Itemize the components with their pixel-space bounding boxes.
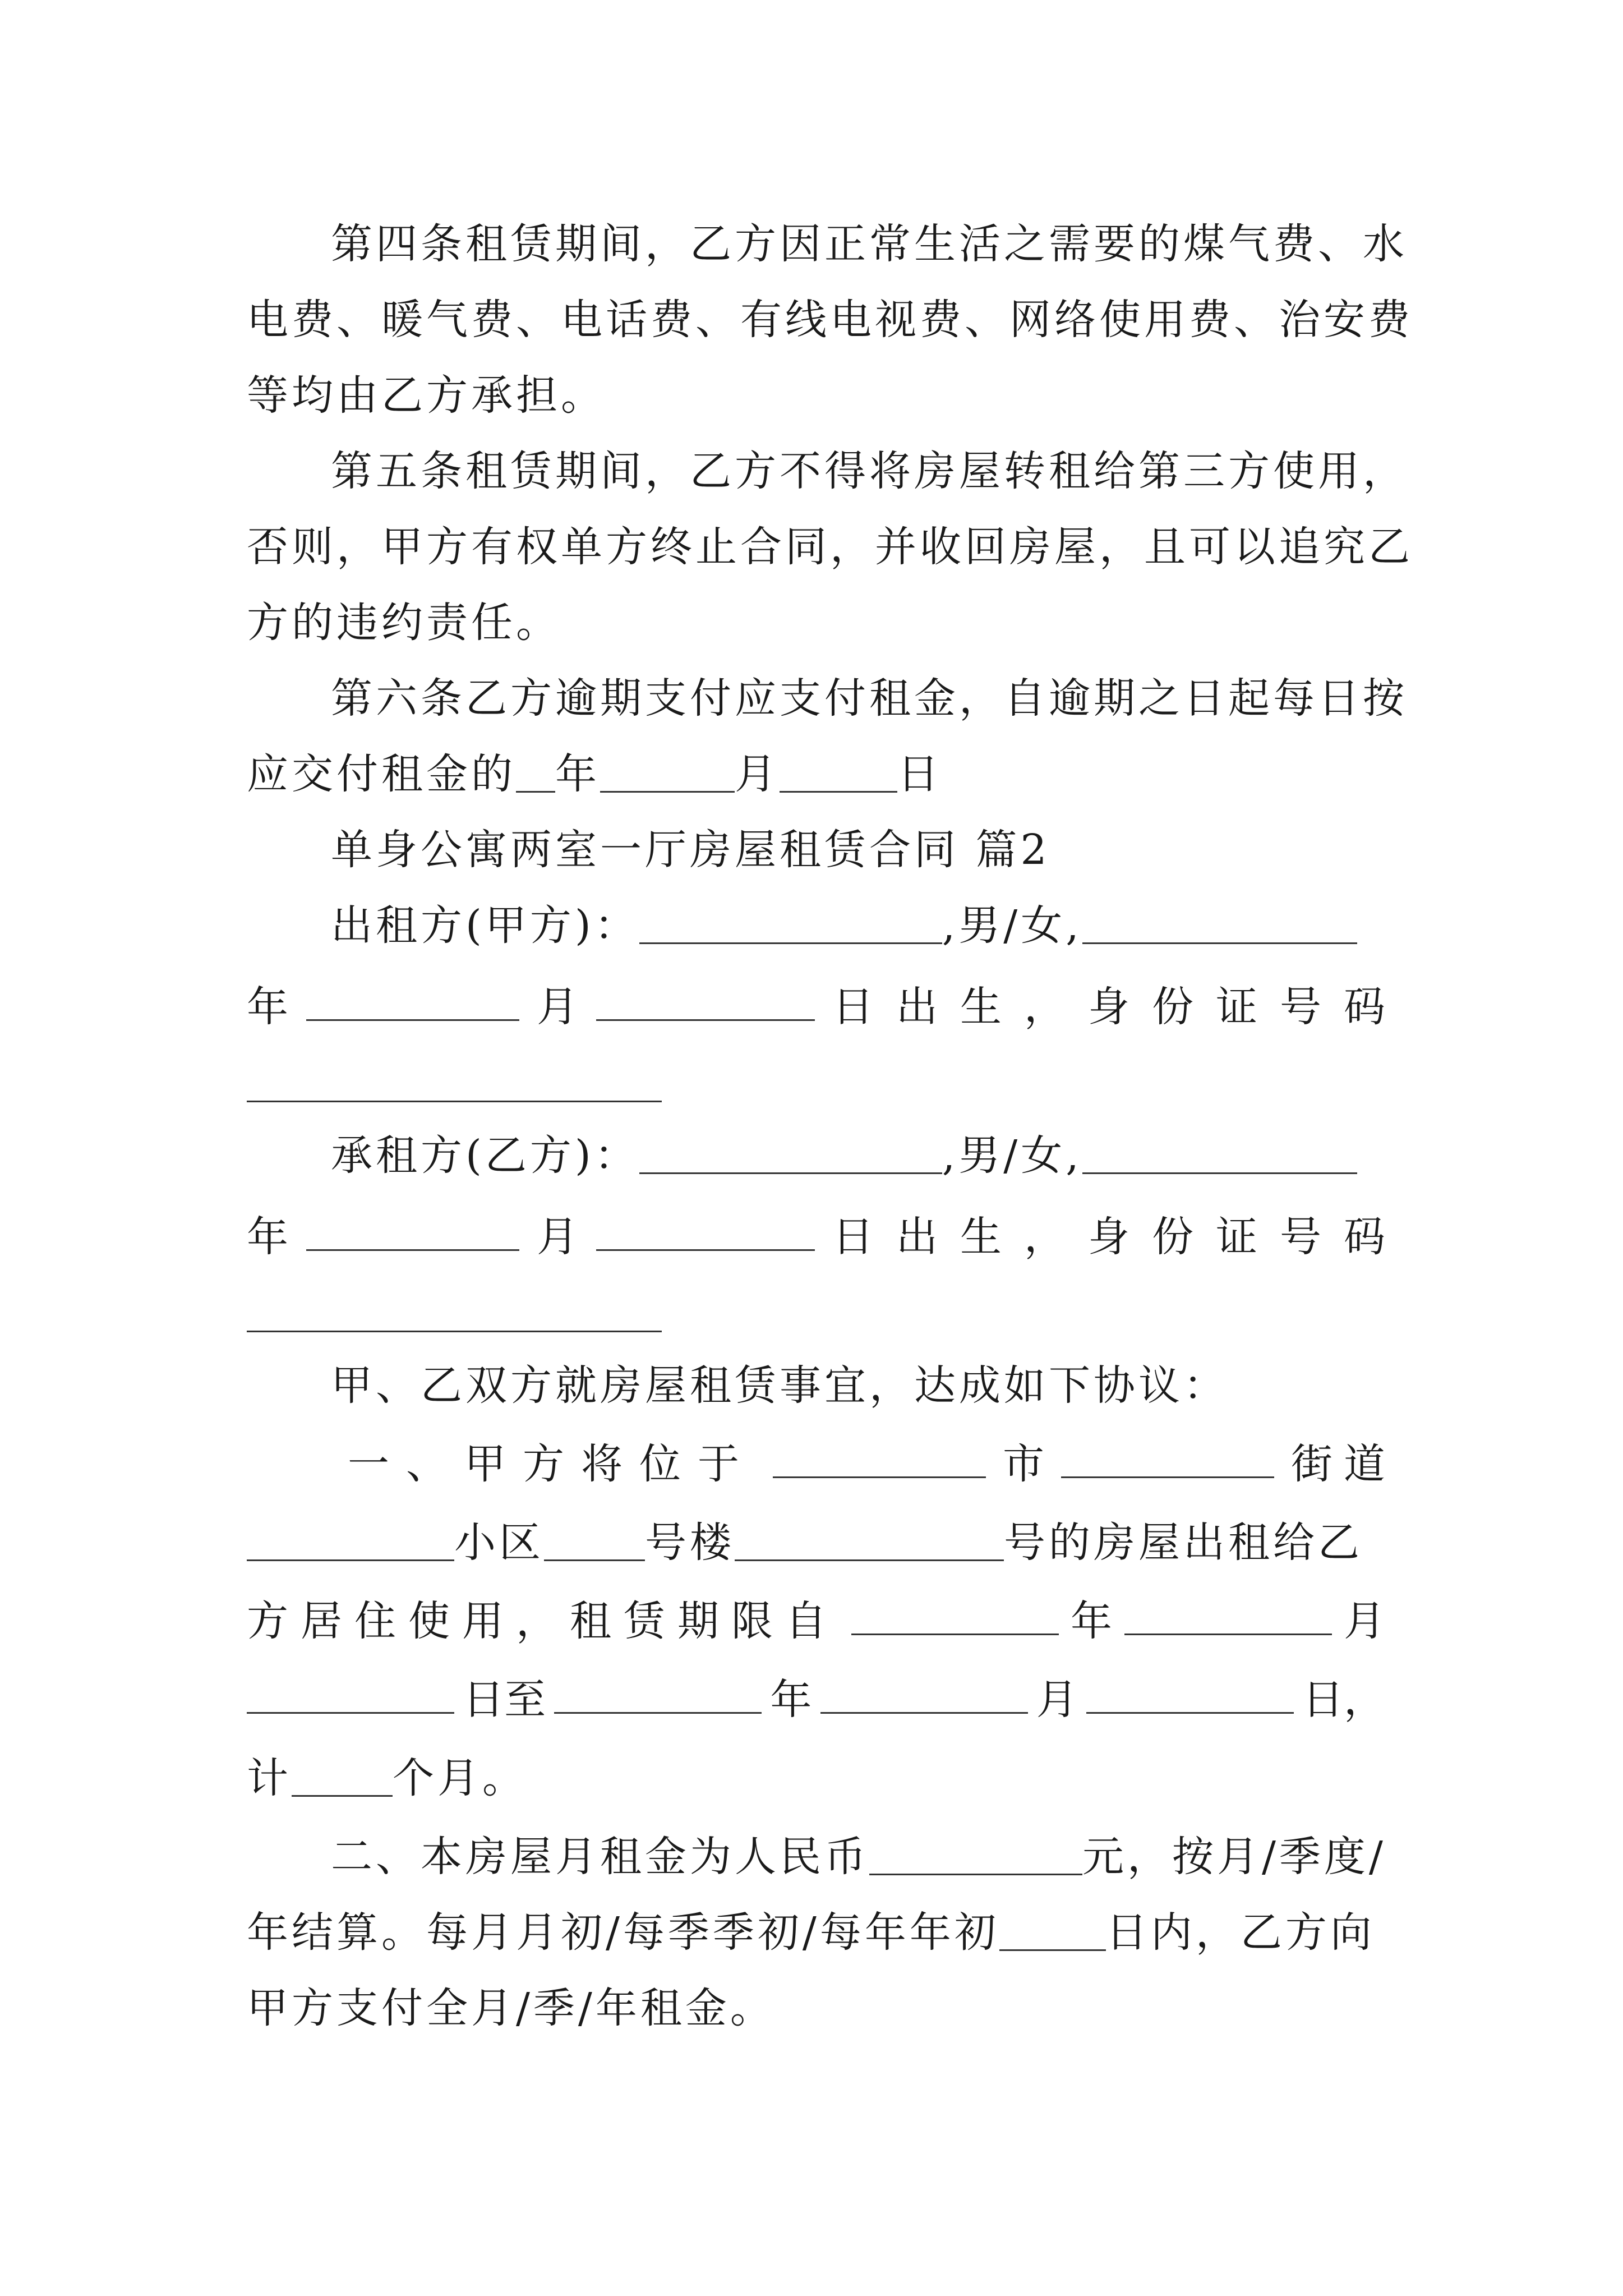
blank-line xyxy=(247,1673,454,1714)
article6-day: 日 xyxy=(897,750,942,798)
clause1-rent-out: 号的房屋出租给乙 xyxy=(1004,1519,1363,1567)
blank-line xyxy=(306,980,519,1021)
blank-line xyxy=(735,1520,1004,1561)
blank-line xyxy=(600,752,735,793)
clause1-use: 方居住使用，租赁期限自 xyxy=(247,1597,839,1645)
clause1-street: 街道 xyxy=(1291,1440,1396,1488)
blank-line xyxy=(1124,1594,1332,1635)
clause1-year2: 年 xyxy=(770,1676,812,1724)
section-title: 单身公寓两室一厅房屋租赁合同 篇2 xyxy=(331,826,1050,874)
clause1-year1: 年 xyxy=(1071,1597,1112,1645)
clause1-line3 xyxy=(247,1593,1385,1649)
clause2-rent: 二、本房屋月租金为人民币 xyxy=(331,1833,869,1881)
clause2-period: 年结算。每月月初/每季季初/每年年初 xyxy=(247,1908,999,1957)
id-number-blank xyxy=(247,1101,662,1102)
blank-line xyxy=(1086,1673,1294,1714)
clause1-city: 市 xyxy=(1003,1440,1044,1488)
clause1-day-to: 日至 xyxy=(463,1676,546,1724)
lessor-born: 日出生，身份证号码 xyxy=(832,983,1408,1031)
blank-line xyxy=(851,1594,1059,1635)
article6-line2 xyxy=(247,746,1385,802)
clause2-line2 xyxy=(247,1904,1385,1961)
lessee-month: 月 xyxy=(537,1213,578,1261)
blank-line xyxy=(596,980,815,1021)
clause2-line1 xyxy=(247,1829,1385,1885)
lessor-line1 xyxy=(247,898,1385,954)
blank-line xyxy=(639,1133,942,1174)
clause1-month2: 月 xyxy=(1036,1676,1078,1724)
lessee-born: 日出生，身份证号码 xyxy=(832,1213,1408,1261)
blank-line xyxy=(292,1756,393,1797)
blank-line xyxy=(596,1210,815,1251)
clause1-total: 计 xyxy=(247,1754,292,1802)
lessee-line1 xyxy=(247,1128,1385,1184)
blank-line xyxy=(999,1910,1106,1951)
blank-line xyxy=(820,1673,1028,1714)
lessee-line2 xyxy=(247,1209,1408,1265)
lessor-gender: ,男/女, xyxy=(942,901,1082,950)
article6-year: 年 xyxy=(555,750,600,798)
blank-line xyxy=(306,1210,519,1251)
blank-line xyxy=(544,1520,645,1561)
lessor-label: 出租方(甲方)： xyxy=(331,901,639,950)
clause1-building: 号楼 xyxy=(645,1519,735,1567)
article6-line1: 第六条乙方逾期支付应支付租金，自逾期之日起每日按 xyxy=(331,674,1408,723)
blank-line xyxy=(1082,1133,1357,1174)
article4-line2: 电费、暖气费、电话费、有线电视费、网络使用费、治安费 xyxy=(247,296,1413,344)
article4-line1: 第四条租赁期间，乙方因正常生活之需要的煤气费、水 xyxy=(331,220,1408,268)
blank-line xyxy=(516,752,555,793)
clause2-days: 日内，乙方向 xyxy=(1105,1908,1375,1957)
clause1-line2 xyxy=(247,1515,1385,1571)
lessor-year: 年 xyxy=(247,983,288,1031)
agreement-intro: 甲、乙双方就房屋租赁事宜，达成如下协议： xyxy=(331,1361,1228,1410)
lessee-year: 年 xyxy=(247,1213,288,1261)
blank-line xyxy=(773,1437,986,1478)
article5-line1: 第五条租赁期间，乙方不得将房屋转租给第三方使用， xyxy=(331,447,1408,495)
clause1-intro: 一、甲方将位于 xyxy=(348,1440,756,1488)
blank-line xyxy=(869,1834,1082,1875)
blank-line xyxy=(780,752,897,793)
clause1-line5 xyxy=(247,1750,1385,1806)
id-number-blank xyxy=(247,1331,662,1332)
article6-text: 应交付租金的 xyxy=(247,750,516,798)
clause1-line4 xyxy=(247,1672,1385,1728)
blank-line xyxy=(554,1673,762,1714)
clause1-line1 xyxy=(247,1436,1396,1492)
clause1-day2: 日， xyxy=(1302,1676,1385,1724)
blank-line xyxy=(247,1520,454,1561)
clause1-months: 个月。 xyxy=(393,1754,527,1802)
lessor-month: 月 xyxy=(537,983,578,1031)
article5-line2: 否则，甲方有权单方终止合同，并收回房屋，且可以追究乙 xyxy=(247,523,1413,571)
blank-line xyxy=(1061,1437,1274,1478)
article6-month: 月 xyxy=(735,750,780,798)
lessor-line2 xyxy=(247,979,1408,1035)
article5-line3: 方的违约责任。 xyxy=(247,599,561,647)
lessee-gender: ,男/女, xyxy=(942,1131,1082,1180)
blank-line xyxy=(639,903,942,944)
clause2-settle: 元，按月/季度/ xyxy=(1082,1833,1386,1881)
blank-line xyxy=(1082,903,1357,944)
article4-line3: 等均由乙方承担。 xyxy=(247,371,606,420)
clause2-line3: 甲方支付全月/季/年租金。 xyxy=(247,1984,775,2032)
clause1-month1: 月 xyxy=(1344,1597,1385,1645)
lessee-label: 承租方(乙方)： xyxy=(331,1131,639,1180)
clause1-district: 小区 xyxy=(454,1519,544,1567)
